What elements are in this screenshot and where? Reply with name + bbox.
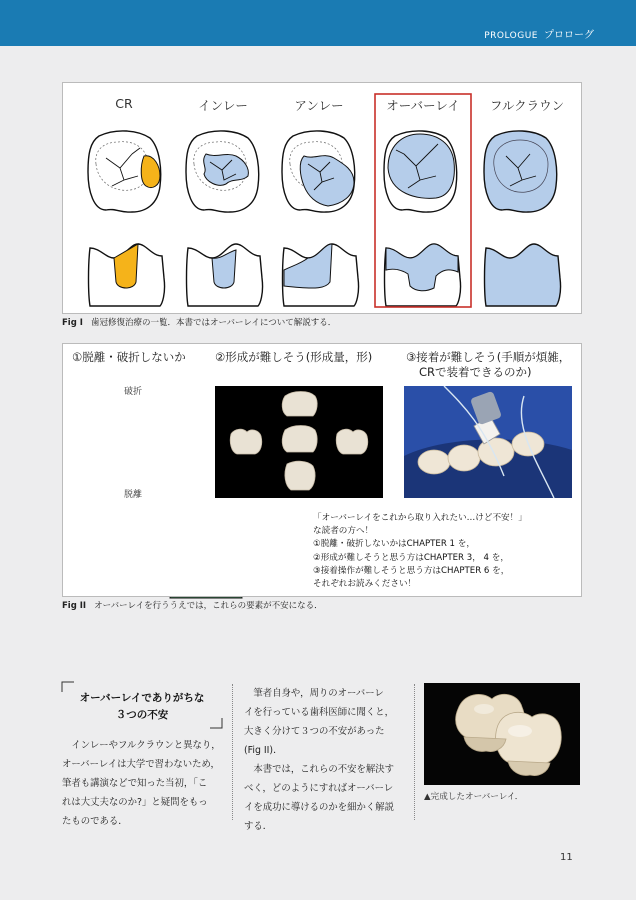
fig1-label-cr: CR [115, 96, 133, 111]
bubble-line: 「オーバーレイをこれから取り入れたい…けど不安！」 [313, 513, 527, 523]
paragraph-line: する． [244, 821, 273, 832]
column-divider-1 [232, 684, 233, 820]
paragraph-line: れは大丈夫なのか?」と疑問をもっ [62, 797, 208, 808]
column-paragraph-2 [244, 684, 394, 836]
bubble-line: ②形成が難しそうと思う方はCHAPTER 3， 4 を， [313, 552, 509, 563]
paragraph-line: べく，どのようにすればオーバーレ [244, 783, 394, 794]
column-divider-2 [414, 684, 415, 820]
bubble-line: な読者の方へ！ [313, 526, 374, 537]
paragraph-line: 本書では，これらの不安を解決す [244, 764, 395, 775]
fig1-label-overlay: オーバーレイ [386, 98, 460, 113]
fig1-caption-label: Fig I [62, 318, 83, 328]
concern-1-heading: ①脱離・破折しないか [72, 350, 186, 364]
concern-2-heading: ②形成が難しそう(形成量，形) [215, 350, 373, 364]
fig1-label-inlay: インレー [198, 98, 248, 113]
concern-3-heading-line2: CRで装着できるのか) [419, 365, 532, 379]
section-title-en: PROLOGUE [484, 31, 538, 41]
section-title-jp: プロローグ [544, 30, 594, 41]
completed-overlay-caption: ▲完成したオーバーレイ． [424, 792, 524, 802]
paragraph-line: たものである． [62, 816, 128, 827]
column-title-line2: ３つの不安 [115, 709, 169, 721]
fig1-label-full-crown: フルクラウン [489, 98, 565, 113]
paragraph-line: 筆者も講演などで知った当初，「こ [62, 778, 208, 789]
fracture-label: 破折 [124, 387, 143, 397]
paragraph-line: インレーやフルクラウンと異なり， [62, 740, 221, 751]
debond-label: 脱離 [124, 490, 143, 500]
concern-3-heading-line1: ③接着が難しそう(手順が煩雑， [406, 350, 571, 364]
bubble-line: それぞれお読みください！ [313, 579, 417, 590]
paragraph-line: 大きく分けて３つの不安があった [244, 726, 385, 737]
column-title [62, 690, 222, 724]
paragraph-line: オーバーレイは大学で習わないため， [62, 759, 220, 770]
fig1-label-onlay: アンレー [294, 98, 344, 113]
page-number: 11 [560, 852, 573, 863]
paragraph-line: (Fig II)． [244, 745, 283, 756]
column-title-line1: オーバーレイでありがちな [79, 692, 205, 704]
paragraph-line: イを成功に導けるのかを細かく解説 [244, 802, 395, 813]
completed-overlay-photo [424, 683, 580, 785]
bubble-line: ①脱離・破折しないかはCHAPTER 1 を， [313, 539, 475, 550]
fig2-caption-label: Fig II [62, 601, 87, 611]
fig2-caption-text: オーバーレイを行ううえでは，これらの要素が不安になる． [94, 601, 323, 611]
paragraph-line: 筆者自身や，周りのオーバーレ [244, 688, 384, 699]
bubble-line: ③接着操作が難しそうと思う方はCHAPTER 6 を， [313, 565, 510, 576]
fig1-caption-text: 歯冠修復治療の一覧．本書ではオーバーレイについて解説する． [90, 318, 337, 328]
paragraph-line: イを行っている歯科医師に聞くと， [244, 707, 395, 718]
column-paragraph-1 [62, 736, 221, 831]
